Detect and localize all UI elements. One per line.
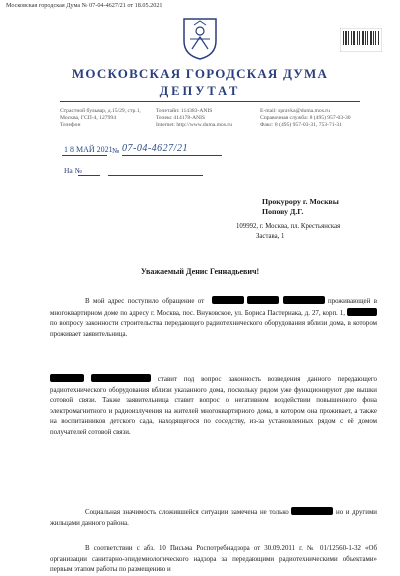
paragraph-4: В соответствии с абз. 10 Письма Роспотребнадзора от 30.09.2011 г. № 01/12560-1-32 «Об организации санитарно-эпидемиологического надзора за передающими радиотехническими объектами» первым этапом работы по размещению и bbox=[50, 545, 377, 573]
redaction-block bbox=[283, 296, 325, 304]
paragraph-text: по вопросу законности строительства передающего радиотехнического оборудования вблизи дома, в котором проживает заявительница. bbox=[50, 320, 377, 338]
reference-underline bbox=[108, 175, 203, 176]
paragraph-3 bbox=[50, 507, 377, 529]
paragraph-text: проживающей в многоквартирном доме по адресу г. Москва, пос. Внуковское, ул. Бориса Пастернака, д. 27, корп. 1, bbox=[50, 298, 377, 317]
address-line: 109992, г. Москва, пл. Крестьянская bbox=[236, 223, 341, 230]
contact-line: Факс: 8 (495) 957-03-31, 753-71-31 bbox=[260, 122, 343, 128]
contact-line: Страстной бульвар, д.15/29, стр.1, bbox=[60, 108, 141, 114]
recipient-address bbox=[236, 222, 386, 241]
paragraph-2 bbox=[50, 374, 377, 438]
paragraph-text: но и другими жильцами данного района. bbox=[50, 509, 377, 527]
redaction-block bbox=[291, 507, 333, 515]
contacts-address bbox=[60, 108, 155, 129]
contact-line: Справочная служба: 8 (495) 957-03-30 bbox=[260, 115, 351, 121]
contact-line: E-mail: spravka@duma.mos.ru bbox=[260, 108, 330, 114]
redaction-block bbox=[347, 308, 377, 316]
document-number: 07-04-4627/21 bbox=[122, 143, 188, 154]
moscow-coat-of-arms-icon bbox=[180, 15, 220, 61]
stamp-date: 1 8 МАЙ 2021 bbox=[64, 145, 113, 154]
contact-line: Москва, ГСП-4, 127994 bbox=[60, 115, 116, 121]
contact-line: Телекс 414178-ANIS bbox=[156, 115, 206, 121]
contact-line: Телетайп: 114383-ANIS bbox=[156, 108, 213, 114]
redaction-block bbox=[212, 296, 244, 304]
header-divider bbox=[60, 101, 360, 102]
number-underline bbox=[122, 155, 222, 156]
paragraph-text: Социальная значимость сложившейся ситуации замечена не только bbox=[85, 509, 289, 516]
paragraph-1 bbox=[50, 296, 377, 340]
paragraph-text: ставит под вопрос законность возведения данного передающего радиотехнического оборудования вблизи указанного дома, поскольку рядом уже функционируют две вышки сотовой связи. Также заявительница ставит вопрос о негативном воздействии повышенного фона электромагнитного и радиоизлучения на жителей многоквартирного дома, в котором она проживает, а также на воспитанников детского сада, находящегося по соседству, из-за установленных рядом с её домом получателей сотовой связи. bbox=[50, 376, 377, 436]
redaction-block bbox=[247, 296, 279, 304]
date-underline bbox=[62, 155, 107, 156]
contacts-telex bbox=[156, 108, 251, 129]
number-label: № bbox=[112, 146, 120, 155]
recipient-title: Прокурору г. Москвы bbox=[262, 197, 339, 206]
contacts-email bbox=[260, 108, 380, 129]
address-line: Застава, 1 bbox=[256, 232, 285, 240]
barcode-icon bbox=[340, 28, 382, 52]
organization-name: МОСКОВСКАЯ ГОРОДСКАЯ ДУМА bbox=[71, 66, 329, 81]
reference-underline bbox=[78, 175, 100, 176]
paragraph-text: В мой адрес поступило обращение от bbox=[85, 298, 205, 305]
recipient-name: Попову Д.Г. bbox=[262, 207, 304, 216]
organization-subtitle: ДЕПУТАТ bbox=[159, 84, 241, 98]
reference-label: На № bbox=[64, 166, 82, 175]
contact-line: Internet: http://www.duma.mos.ru bbox=[156, 122, 233, 128]
document-header-note: Московская городская Дума № 07-04-4627/21 от 18.05.2021 bbox=[6, 2, 163, 9]
greeting: Уважаемый Денис Геннадьевич! bbox=[140, 267, 260, 276]
redaction-block bbox=[91, 374, 151, 382]
contact-line: Телефон bbox=[60, 122, 81, 128]
redaction-block bbox=[50, 374, 84, 382]
